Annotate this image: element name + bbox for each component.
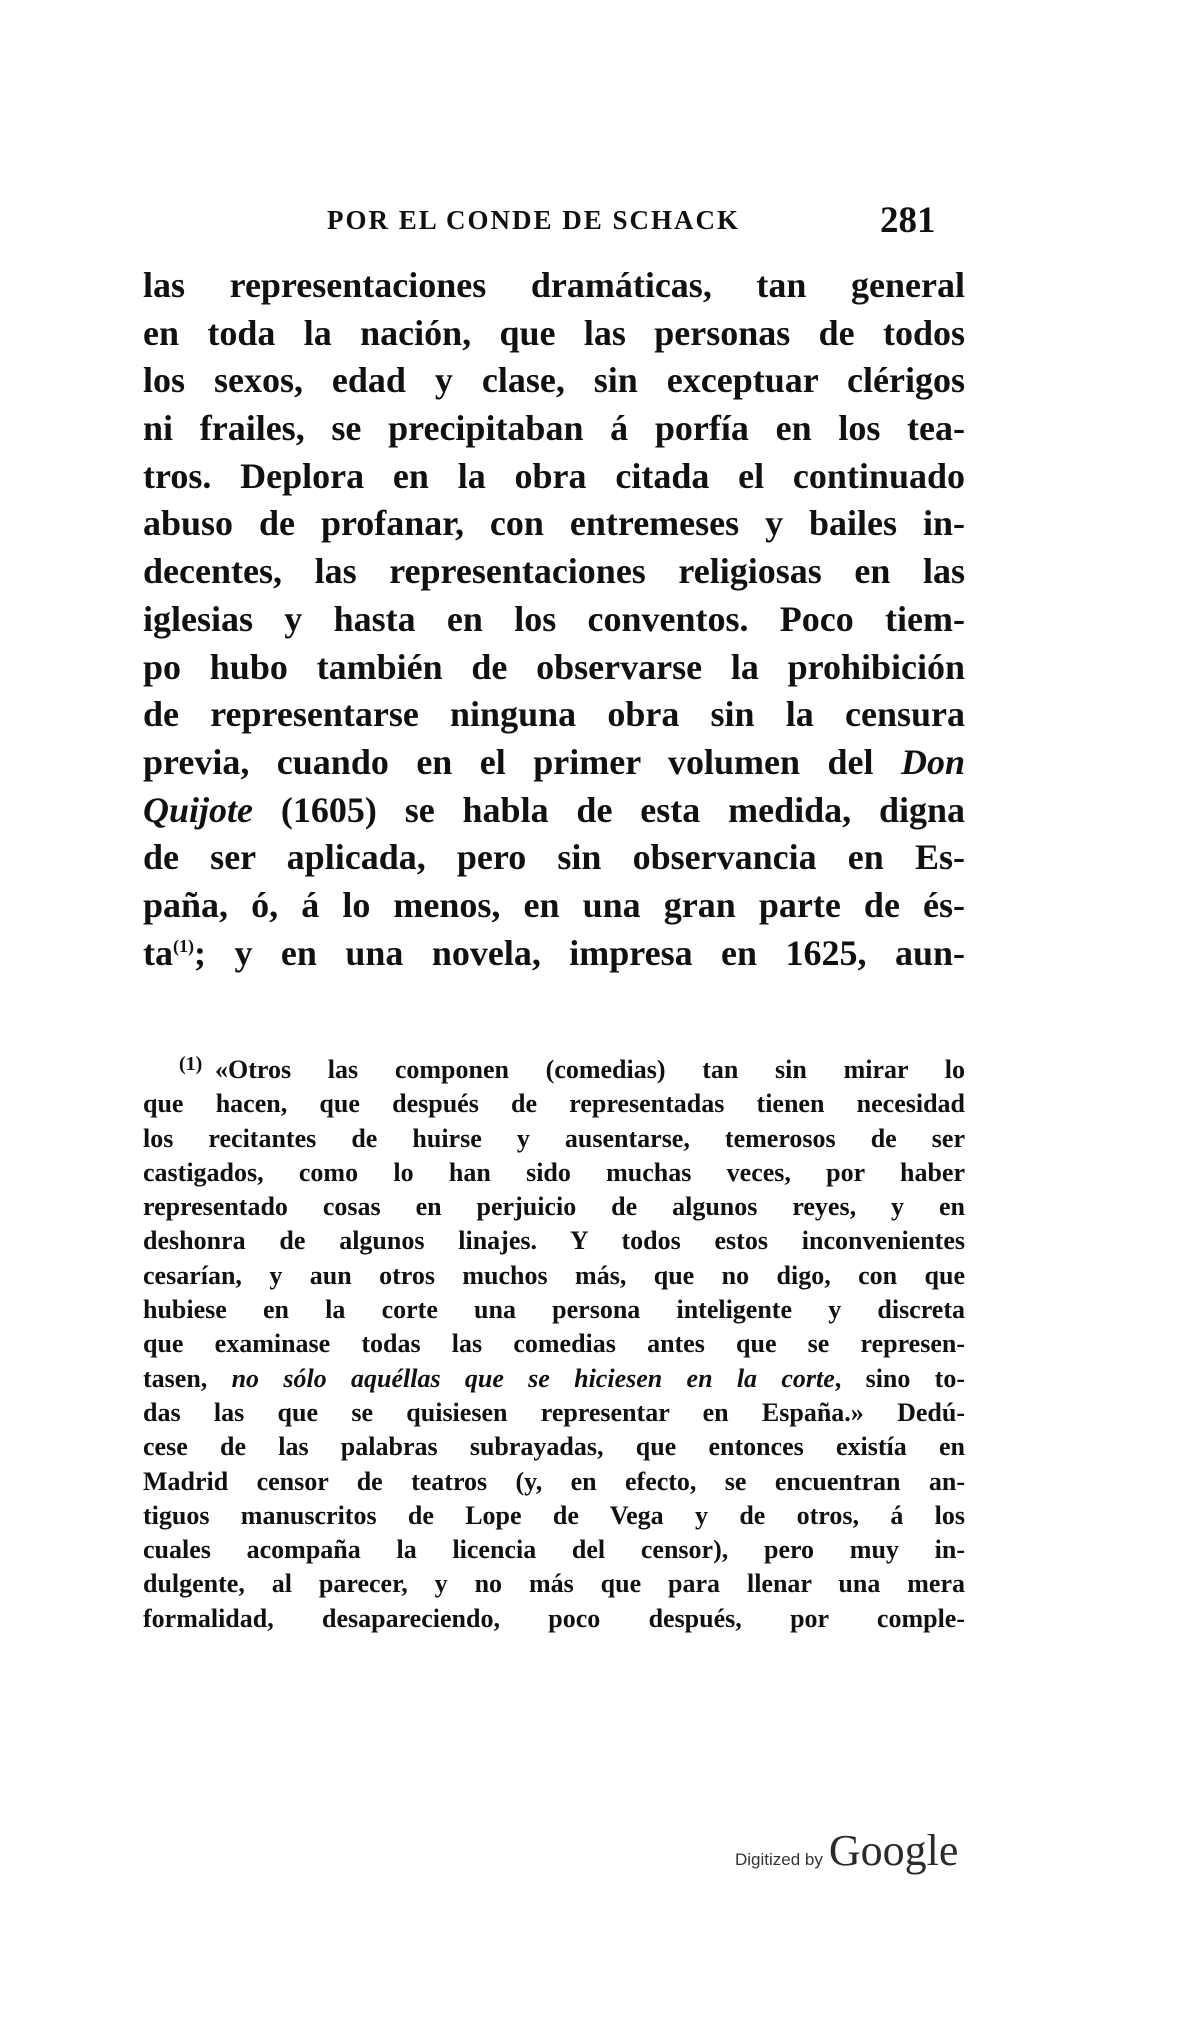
footnote-line: cuales acompaña la licencia del censor), pero muy in-	[143, 1535, 965, 1565]
footnote-line: cesarían, y aun otros muchos más, que no digo, con que	[143, 1260, 965, 1290]
footnote-line: formalidad, desapareciendo, poco después, por comple-	[143, 1603, 965, 1633]
footnote-line: los recitantes de huirse y ausentarse, temerosos de ser	[143, 1123, 965, 1153]
google-logo: Google	[828, 1826, 959, 1875]
text-line: en toda la nación, que las personas de todos	[143, 312, 965, 353]
footnote-line	[143, 1362, 965, 1396]
text-line: po hubo también de observarse la prohibición	[143, 646, 965, 687]
text-segment: (1605) se habla de esta medida, digna	[280, 789, 966, 830]
page-number: 281	[880, 200, 936, 241]
text-line: los sexos, edad y clase, sin exceptuar clérigos	[143, 360, 965, 401]
text-line: iglesias y hasta en los conventos. Poco tiem-	[143, 598, 965, 639]
footnote-line: castigados, como lo han sido muchas veces, por haber	[143, 1157, 965, 1187]
text-segment: , sino to-	[834, 1363, 966, 1393]
running-head: POR EL CONDE DE SCHACK	[327, 205, 741, 235]
footnote-line: que examinase todas las comedias antes que se represen-	[143, 1329, 965, 1359]
page-header	[0, 200, 1181, 245]
footnote	[143, 1053, 965, 1636]
text-line: ni frailes, se precipitaban á porfía en los tea-	[143, 408, 965, 449]
footnote-line: deshonra de algunos linajes. Y todos estos inconvenientes	[143, 1226, 965, 1256]
text-line: paña, ó, á lo menos, en una gran parte de és-	[143, 884, 965, 925]
text-line: tros. Deplora en la obra citada el continuado	[143, 455, 965, 496]
watermark-prefix: Digitized by	[735, 1850, 823, 1869]
footnote-line: das las que se quisiesen representar en España.» Dedú-	[143, 1397, 965, 1427]
text-line: de ser aplicada, pero sin observancia en Es-	[143, 837, 965, 878]
footnote-reference: (1)	[173, 935, 194, 956]
italic-title: Don	[900, 741, 966, 782]
digitized-watermark	[735, 1825, 985, 1885]
italic-quote: no sólo aquéllas que se hiciesen en la corte	[231, 1363, 835, 1393]
text-line	[143, 739, 965, 787]
text-line	[143, 930, 965, 978]
text-segment: ; y en una novela, impresa en 1625, aun-	[194, 932, 965, 973]
italic-title: Quijote	[143, 789, 254, 830]
text-line: las representaciones dramáticas, tan general	[143, 265, 965, 305]
text-line: abuso de profanar, con entremeses y bailes in-	[143, 503, 965, 544]
footnote-line: tiguos manuscritos de Lope de Vega y de otros, á los	[143, 1500, 965, 1530]
footnote-line: Madrid censor de teatros (y, en efecto, se encuentran an-	[143, 1466, 965, 1496]
footnote-marker: (1)	[179, 1053, 203, 1075]
main-text	[143, 262, 965, 977]
text-line	[143, 787, 965, 835]
footnote-line: «Otros las componen (comedias) tan sin mirar lo	[215, 1055, 965, 1084]
footnote-line: dulgente, al parecer, y no más que para llenar una mera	[143, 1569, 965, 1599]
footnote-line: representado cosas en perjuicio de algunos reyes, y en	[143, 1192, 965, 1222]
footnote-line: que hacen, que después de representadas tienen necesidad	[143, 1089, 965, 1119]
text-segment: previa, cuando en el primer volumen del	[143, 741, 874, 782]
text-line: de representarse ninguna obra sin la censura	[143, 694, 965, 735]
text-segment: tasen,	[143, 1363, 208, 1393]
footnote-line: cese de las palabras subrayadas, que entonces existía en	[143, 1432, 965, 1462]
text-line: decentes, las representaciones religiosas en las	[143, 551, 965, 592]
footnote-line: hubiese en la corte una persona inteligente y discreta	[143, 1295, 965, 1325]
text-segment: ta	[143, 932, 173, 973]
